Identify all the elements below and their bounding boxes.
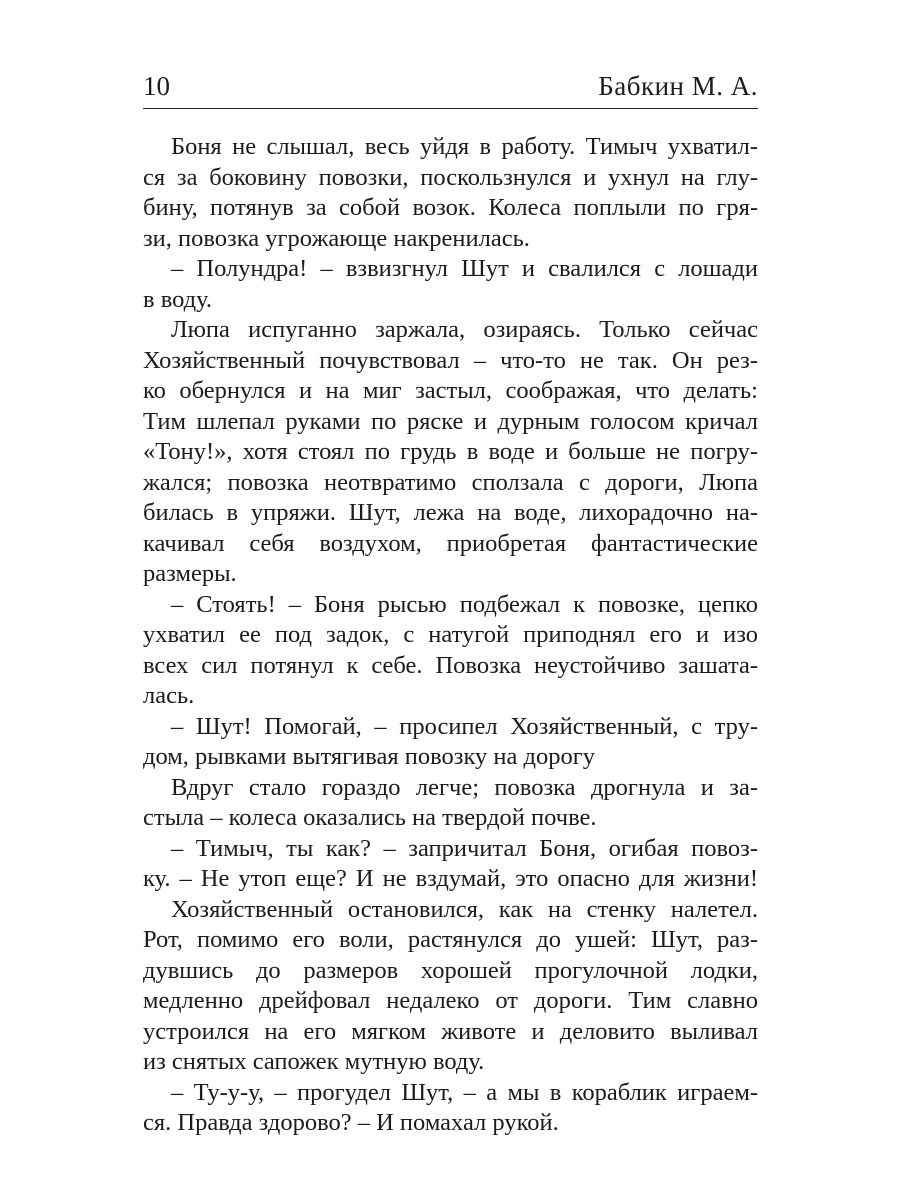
text-line: ку. – Не утоп еще? И не вздумай, это опасно для жизни! (143, 865, 758, 892)
text-line: качивал себя воздухом, приобретая фантастические (143, 529, 758, 557)
text-line: бину, потянув за собой возок. Колеса поплыли по гря- (143, 194, 758, 221)
text-line: – Тимыч, ты как? – запричитал Боня, огибая повоз- (171, 834, 758, 862)
text-line: жался; повозка неотвратимо сползала с дороги, Люпа (143, 468, 758, 496)
text-line: Вдруг стало гораздо легче; повозка дрогнула и за- (171, 773, 758, 801)
text-line: Хозяйственный остановился, как на стенку налетел. (171, 895, 758, 923)
text-line: медленно дрейфовал недалеко от дороги. Тим славно (143, 987, 758, 1014)
text-line: стыла – колеса оказались на твердой почве. (143, 804, 597, 831)
text-line: Люпа испуганно заржала, озираясь. Только сейчас (171, 316, 758, 343)
text-line: билась в упряжи. Шут, лежа на воде, лихорадочно на- (143, 499, 758, 526)
page-number: 10 (143, 71, 170, 101)
text-line: из снятых сапожек мутную воду. (143, 1048, 485, 1075)
text-line: устроился на его мягком животе и деловито выливал (143, 1017, 758, 1045)
text-line: ся. Правда здорово? – И помахал рукой. (143, 1109, 559, 1136)
text-line: дувшись до размеров хорошей прогулочной лодки, (143, 956, 758, 984)
text-line: лась. (143, 682, 195, 709)
text-line: всех сил потянул к себе. Повозка неустойчиво зашата- (143, 651, 758, 679)
text-line: зи, повозка угрожающе накренилась. (143, 224, 530, 252)
body-text (143, 132, 758, 1139)
text-line: ухватил ее под задок, с натугой приподнял его и изо (143, 621, 758, 648)
text-line: – Ту-у-у, – прогудел Шут, – а мы в кораблик играем- (171, 1078, 758, 1106)
text-line: «Тону!», хотя стоял по грудь в воде и больше не погру- (143, 438, 758, 465)
text-line: Рот, помимо его воли, растянулся до ушей: Шут, раз- (143, 926, 758, 953)
text-line: ко обернулся и на миг застыл, соображая, что делать: (143, 377, 758, 404)
running-title: Бабкин М. А. (598, 71, 758, 101)
text-line: Боня не слышал, весь уйдя в работу. Тимыч ухватил- (171, 133, 758, 160)
running-head (143, 68, 758, 104)
text-line: Тим шлепал руками по ряске и дурным голосом кричал (143, 407, 758, 435)
text-line: – Шут! Помогай, – просипел Хозяйственный, с тру- (171, 712, 758, 740)
text-line: размеры. (143, 560, 237, 587)
header-rule (143, 108, 758, 109)
text-line: – Стоять! – Боня рысью подбежал к повозке, цепко (171, 590, 758, 618)
text-line: в воду. (143, 285, 213, 313)
text-line: – Полундра! – взвизгнул Шут и свалился с лошади (171, 255, 758, 282)
text-line: дом, рывками вытягивая повозку на дорогу (143, 743, 596, 770)
text-line: Хозяйственный почувствовал – что-то не так. Он рез- (143, 346, 758, 374)
text-line: ся за боковину повозки, поскользнулся и ухнул на глу- (143, 163, 758, 191)
